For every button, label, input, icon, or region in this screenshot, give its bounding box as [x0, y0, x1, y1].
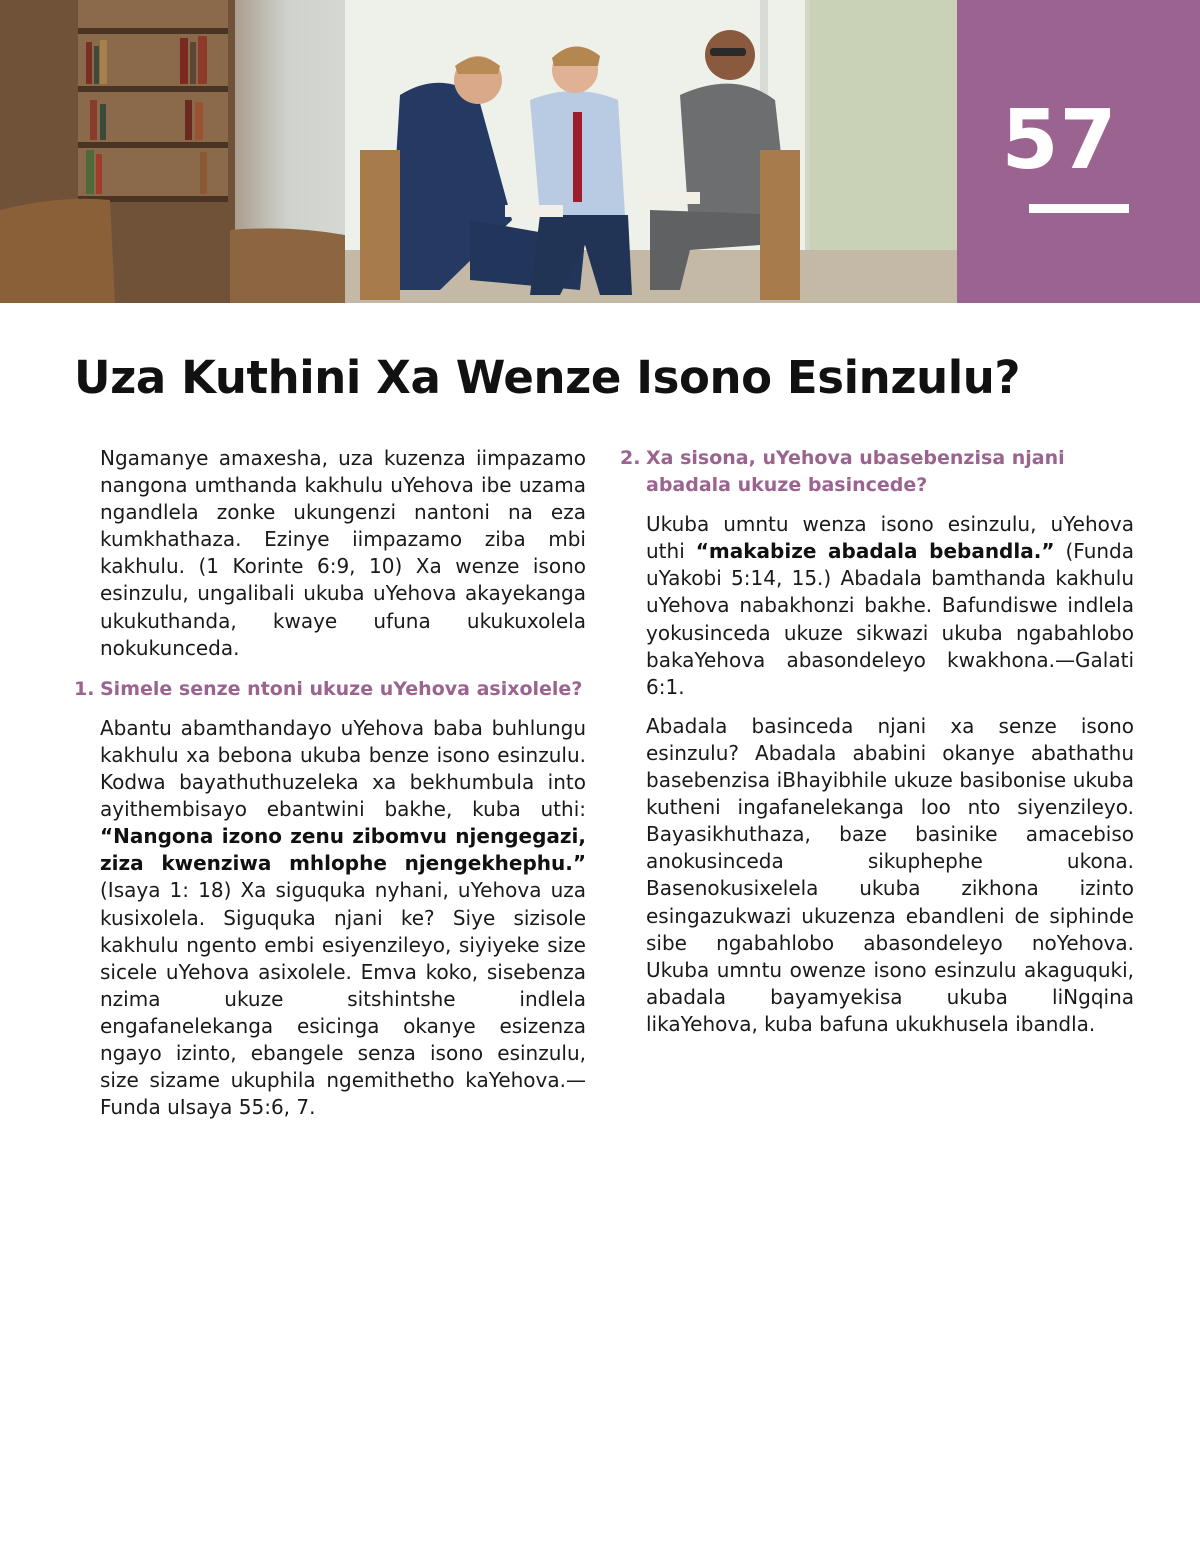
paragraph-text: Abantu abamthandayo uYehova baba buhlungu kakhulu xa bebona ukuba benze isono esinzulu. Kodwa bayathuthuzeleka xa bekhumbula into ayithembisayo ebantwini bakhe, kuba uthi:	[100, 715, 586, 822]
lesson-number-tab	[957, 0, 1200, 303]
right-column	[620, 445, 1134, 1050]
section-1-paragraph	[74, 715, 586, 1121]
paragraph-text: (Isaya 1: 18) Xa siguquka nyhani, uYehova uza kusixolela. Siguquka njani ke? Siye sizisole kakhulu ngento embi esiyenzileyo, siyiyeke size sicele uYehova asixolele. Emva koko, sisebenza nzima ukuze sitshintshe indlela engafanelekanga esicinga okanye esizenza ngayo izinto, ebangele senza isono esinzulu, size sizame ukuphila ngemithetho kaYehova.—Funda uIsaya 55:6, 7.	[100, 878, 586, 1120]
page-title: Uza Kuthini Xa Wenze Isono Esinzulu?	[74, 351, 1021, 404]
hero-photo	[0, 0, 957, 303]
section-2-paragraph-1	[620, 511, 1134, 701]
question-2	[620, 445, 1134, 499]
scripture-quote: “Nangona izono zenu zibomvu njengegazi, ziza kwenziwa mhlophe njengekhephu.”	[100, 824, 586, 876]
question-text: Simele senze ntoni ukuze uYehova asixolele?	[100, 677, 583, 700]
scripture-quote: “makabize abadala bebandla.”	[695, 539, 1055, 564]
question-number: 1.	[74, 677, 95, 700]
question-number: 2.	[620, 447, 641, 469]
section-2-paragraph-2	[620, 713, 1134, 1038]
left-column	[74, 445, 586, 1133]
photo-three-men-talking	[0, 0, 957, 303]
paragraph-text: Abadala basinceda njani xa senze isono esinzulu? Abadala ababini okanye abathathu basebenzisa iBhayibhile ukuze basibonise ukuba kutheni ingafanelekanga loo nto siyenzileyo. Bayasikhuthaza, baze basinike amacebiso anokusinceda sikuphephe ukona. Basenokusixelela ukuba zikhona izinto esingazukwazi ukuzenza ebandleni de siphinde sibe ngabahlobo abasondeleyo noYehova. Ukuba umntu owenze isono esinzulu akaguquki, abadala bayamyekisa ukuba liNgqina likaYehova, kuba bafuna ukukhusela ibandla.	[646, 713, 1134, 1036]
question-1	[74, 676, 586, 703]
lesson-number-underline	[1029, 204, 1129, 213]
paragraph-text: (Funda uYakobi 5:14, 15.) Abadala bamthanda kakhulu uYehova nabakhonzi bakhe. Bafundiswe indlela yokusinceda ukuze sikwazi ukuba ngabahlobo bakaYehova abasondeleyo kwakhona.—Galati 6:1.	[646, 539, 1134, 699]
paragraph-text: Ukuba umntu wenza isono esinzulu, uYehova uthi	[646, 512, 1134, 564]
question-text: Xa sisona, uYehova ubasebenzisa njani abadala ukuze basincede?	[646, 447, 1065, 497]
intro-paragraph: Ngamanye amaxesha, uza kuzenza iimpazamo nangona umthanda kakhulu uYehova ibe uzama ngandlela zonke ukungenzi nantoni na eza kumkhathaza. Ezinye iimpazamo ziba mbi kakhulu. (1 Korinte 6:9, 10) Xa wenze isono esinzulu, ungalibali ukuba uYehova akayekanga ukukuthanda, kwaye ufuna ukukuxolela nokukunceda.	[100, 446, 586, 660]
lesson-number: 57	[1001, 93, 1118, 188]
